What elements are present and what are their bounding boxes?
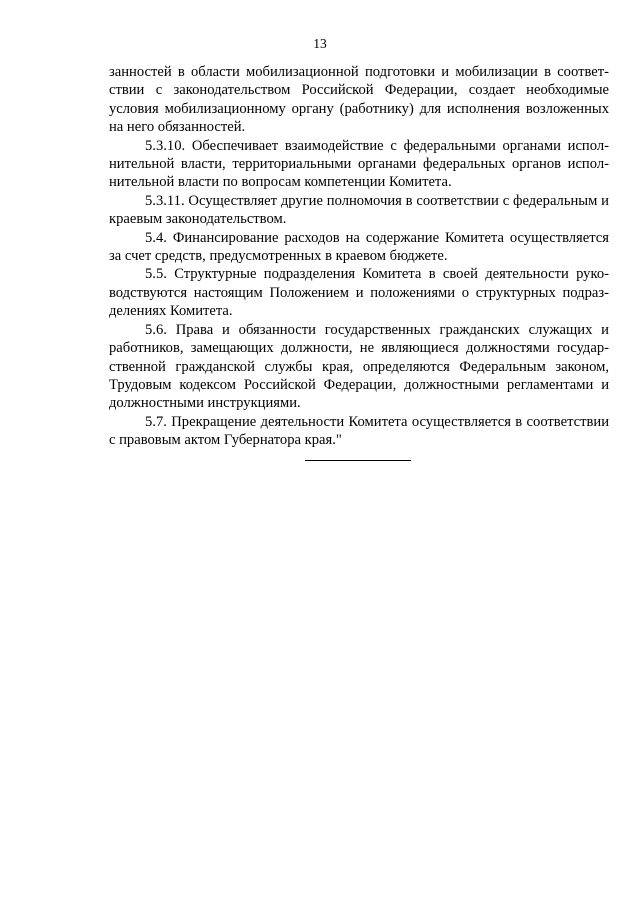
paragraph-5-5: 5.5. Структурные подразделения Комитета в своей деятельности руководствуются настоящим Положением и положениями о структурных подразделениях Комитета. bbox=[109, 266, 609, 320]
paragraph-5-3-10: 5.3.10. Обеспечивает взаимодействие с федеральными органами исполнительной власти, территориальными органами федеральных органов исполнительной власти по вопросам компетенции Комитета. bbox=[109, 137, 609, 191]
page-number: 13 bbox=[313, 36, 327, 51]
end-divider-line bbox=[305, 460, 411, 461]
paragraph-5-3-11: 5.3.11. Осуществляет другие полномочия в соответствии с федеральным и краевым законодательством. bbox=[109, 192, 609, 228]
paragraph-5-7: 5.7. Прекращение деятельности Комитета осуществляется в соответствии с правовым актом Губернатора края." bbox=[109, 413, 609, 449]
document-body bbox=[109, 63, 609, 450]
paragraph-5-6: 5.6. Права и обязанности государственных гражданских служащих и работников, замещающих должности, не являющиеся должностями государственной гражданской службы края, определяются Федеральным законом, Трудовым кодексом Российской Федерации, должностными регламентами и должностными инструкциями. bbox=[109, 321, 609, 412]
paragraph-5-4: 5.4. Финансирование расходов на содержание Комитета осуществляется за счет средств, предусмотренных в краевом бюджете. bbox=[109, 229, 609, 265]
paragraph-continuation: занностей в области мобилизационной подготовки и мобилизации в соответствии с законодательством Российской Федерации, создает необходимые условия мобилизационному органу (работнику) для исполнения возложенных на него обязанностей. bbox=[109, 64, 609, 136]
